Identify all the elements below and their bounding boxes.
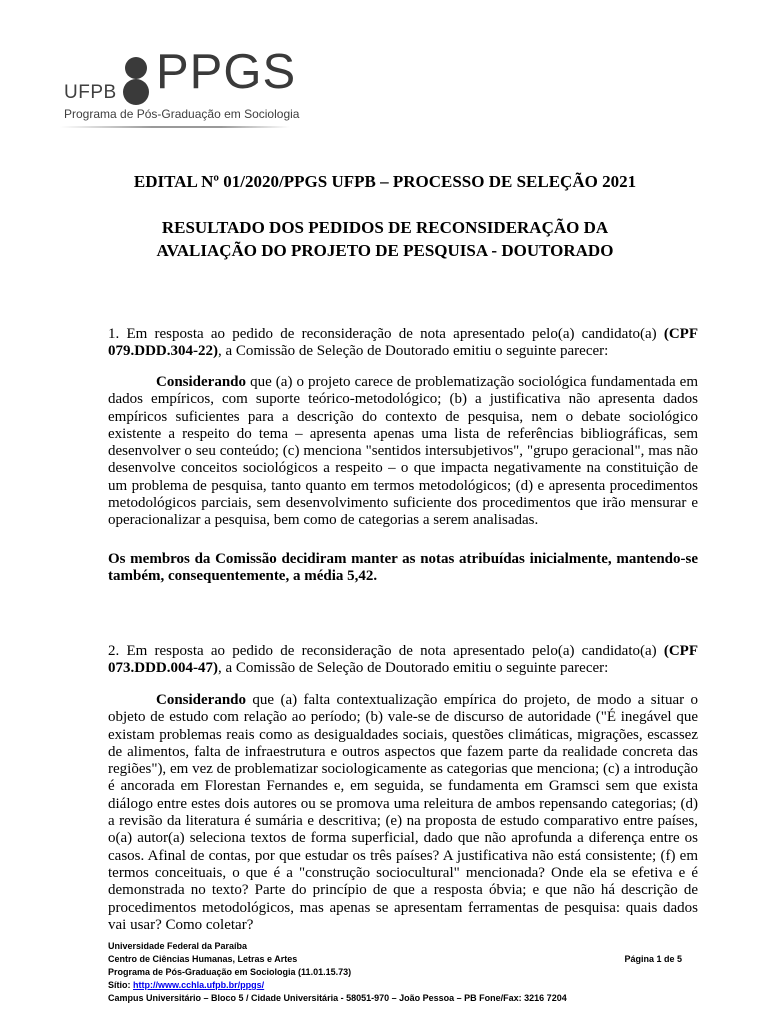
item1-intro-text: 1. Em resposta ao pedido de reconsideração de nota apresentado pelo(a) candidato(a)	[108, 326, 664, 342]
item2-cpf: (CPF 073.DDD.004-47)	[108, 643, 698, 677]
item2-intro-text: 2. Em resposta ao pedido de reconsideração de nota apresentado pelo(a) candidato(a)	[108, 643, 664, 659]
footer-university: Universidade Federal da Paraíba	[108, 941, 248, 951]
item1-intro-end: , a Comissão de Seleção de Doutorado emitiu o seguinte parecer:	[218, 343, 609, 360]
ppgs-logo	[60, 45, 300, 132]
item1-body: que (a) o projeto carece de problematização sociológica fundamentada em dados empíricos, com suporte teórico-metodológico; (b) a justificativa não apresenta dados empíricos suficientes para a descrição do contexto de pesquisa, nem o debate sociológico existente a respeito do tema – apresenta apenas uma lista de referências bibliográficas, sem desenvolver o seu conteúdo; (c) menciona "sentidos intersubjetivos", "grupo geracional", mas não desenvolve conceitos sociológicos a respeito – o que impacta negativamente na constituição de um problema de pesquisa, tanto quanto em termos metodológicos; (d) e apresenta procedimentos metodológicos parciais, sem desenvolvimento suficiente dos procedimentos que irão mensurar e operacionalizar a pesquisa, bem como de categorias a serem analisadas.	[108, 374, 698, 529]
footer-site	[108, 979, 682, 992]
result-title-line2: AVALIAÇÃO DO PROJETO DE PESQUISA - DOUTORADO	[156, 241, 614, 260]
page-number: Página 1 de 5	[624, 954, 682, 964]
item1-considerando: Considerando	[156, 374, 247, 390]
footer-site-link[interactable]: http://www.cchla.ufpb.br/ppgs/	[133, 980, 265, 990]
result-title-line1: RESULTADO DOS PEDIDOS DE RECONSIDERAÇÃO DA	[161, 218, 609, 237]
item2-considerando: Considerando	[156, 692, 247, 708]
logo-divider	[60, 126, 290, 128]
page-footer	[108, 940, 682, 1005]
item1-intro	[108, 326, 698, 361]
item1-cpf: (CPF 079.DDD.304-22)	[108, 326, 698, 360]
result-title	[0, 216, 770, 262]
item1-parecer	[108, 374, 698, 530]
item2-parecer	[108, 692, 698, 934]
logo-ppgs-text: PPGS	[156, 45, 297, 99]
logo-program-text: Programa de Pós-Graduação em Sociologia	[64, 107, 300, 121]
item2-intro	[108, 643, 698, 678]
footer-site-label: Sítio:	[108, 980, 133, 990]
item1-decision: Os membros da Comissão decidiram manter as notas atribuídas inicialmente, mantendo-se também, consequentemente, a média 5,42.	[108, 551, 698, 585]
item2-body: que (a) falta contextualização empírica do projeto, de modo a situar o objeto de estudo com relação ao período; (b) vale-se de discurso de autoridade ("É inegável que existam problemas reais como as desigualdades sociais, questões climáticas, migrações, escassez de alimentos, falta de infraestrutura e outros aspectos que fazem parte da realidade concreta das regiões"), em vez de problematizar sociologicamente as categorias que menciona; (c) a introdução é ancorada em Florestan Fernandes e, em seguida, se fundamenta em Gramsci sem que exista diálogo entre estes dois autores ou se promova uma releitura de ambos repensando categorias; (d) a revisão da literatura é sumária e descritiva; (e) na proposta de estudo comparativo entre países, o(a) autor(a) seleciona textos de forma superficial, dado que não aprofunda a diferença entre os casos. Afinal de contas, por que estudar os três países? A justificativa não está consistente; (f) em termos conceituais, o que é a "construção sociocultural" mencionada? Onde ela se efetiva e é demonstrada no texto? Parte do princípio de que a resposta óbvia; e que não há descrição de procedimentos metodológicos, mas apenas se apresentam ferramentas de pesquisa: quais dados vai usar? Como coletar?	[108, 692, 698, 933]
logo-dots-icon	[122, 55, 152, 105]
item2-intro-end: , a Comissão de Seleção de Doutorado emitiu o seguinte parecer:	[218, 660, 609, 677]
edital-title: EDITAL Nº 01/2020/PPGS UFPB – PROCESSO DE SELEÇÃO 2021	[133, 172, 637, 191]
footer-address: Campus Universitário – Bloco 5 / Cidade Universitária - 58051-970 – João Pessoa – PB Fone/Fax: 3216 7204	[108, 993, 567, 1003]
footer-center: Centro de Ciências Humanas, Letras e Artes	[108, 954, 298, 964]
logo-ufpb-text: UFPB	[64, 82, 117, 103]
footer-program: Programa de Pós-Graduação em Sociologia (11.01.15.73)	[108, 967, 352, 977]
